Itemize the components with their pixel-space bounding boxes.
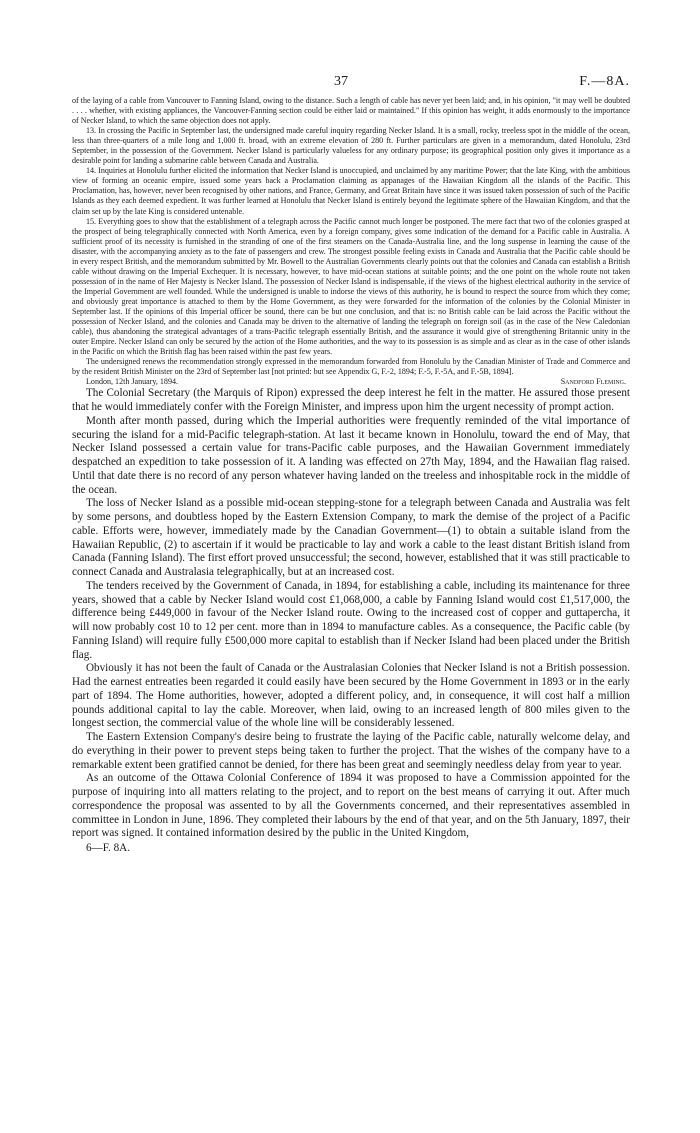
paragraph: The Colonial Secretary (the Marquis of Ripon) expressed the deep interest he felt in the matter. He assured those present that he would immediately confer with the Foreign Minister, and impress upon him the urgent necessity of prompt action. bbox=[72, 387, 630, 414]
paragraph: The tenders received by the Government of Canada, in 1894, for establishing a cable, including its maintenance for three years, showed that a cable by Necker Island would cost £1,068,000, a cable by Fanning Island would cost £1,517,000, the difference being £449,000 in favour of the Necker Island route. Owing to the increased cost of copper and guttapercha, it will now probably cost 10 to 12 per cent. more than in 1894 to manufacture cables. As a consequence, the Pacific cable (by Fanning Island) will require fully £500,000 more capital to establish than if Necker Island had been placed under the British flag. bbox=[72, 579, 630, 661]
paragraph: As an outcome of the Ottawa Colonial Conference of 1894 it was proposed to have a Commission appointed for the purpose of inquiring into all matters relating to the project, and to report on the best means of carrying it out. After much correspondence the proposal was assented to by all the Governments concerned, and their representatives assembled in committee in London in June, 1896. They completed their labours by the end of that year, and on the 5th January, 1897, their report was signed. It contained information desired by the public in the United Kingdom, bbox=[72, 772, 630, 840]
document-page bbox=[72, 74, 630, 855]
paragraph: The undersigned renews the recommendation strongly expressed in the memorandum forwarded from Honolulu by the Canadian Minister of Trade and Commerce and by the resident British Minister on the 23rd of September last [not printed: but see Appendix G, F.-2, 1894; F.-5, F.-5A, and F.-5B, 1894]. bbox=[72, 357, 630, 377]
paragraph: 14. Inquiries at Honolulu further elicited the information that Necker Island is unoccupied, and unclaimed by any maritime Power; that the late King, with the ambitious view of forming an oceanic empire, issued some years back a Proclamation claiming as appanages of the Hawaiian Kingdom all the islands of the Pacific. This Proclamation, has, however, never been recognised by other nations, and France, Germany, and Great Britain have since it was issued taken possession of such of the Pacific Islands as they each deemed expedient. It was further learned at Honolulu that Necker Island is entirely beyond the legitimate sphere of the Hawaiian Kingdom, and that the claim set up by the late King is considered untenable. bbox=[72, 166, 630, 216]
signature-line bbox=[72, 377, 630, 387]
body-text bbox=[72, 387, 630, 841]
page-number: 37 bbox=[334, 74, 348, 89]
signature-mark: 6—F. 8A. bbox=[86, 842, 130, 855]
paragraph: The loss of Necker Island as a possible mid-ocean stepping-stone for a telegraph between Canada and Australia was felt by some persons, and doubtless hoped by the Eastern Extension Company, to mark the demise of the project of a Pacific cable. Efforts were, however, immediately made by the Canadian Government—(1) to obtain a suitable island from the Hawaiian Republic, (2) to ascertain if it would be practicable to lay and work a cable to the least distant British island from Canada (Fanning Island). The first effort proved unsuccessful; the second, however, established that it was still practicable to connect Canada and Australasia telegraphically, but at an increased cost. bbox=[72, 497, 630, 579]
paragraph: of the laying of a cable from Vancouver to Fanning Island, owing to the distance. Such a length of cable has never yet been laid; and, in his opinion, "it may well be doubted . . . . whether, with existing appliances, the Vancouver-Fanning section could be either laid or maintained." If this opinion has weight, it adds enormously to the importance of Necker Island, to which the same objection does not apply. bbox=[72, 96, 630, 126]
paragraph: Obviously it has not been the fault of Canada or the Australasian Colonies that Necker Island is not a British possession. Had the earnest entreaties been regarded it could easily have been secured by the Home Government in 1893 or in the early part of 1894. The Home authorities, however, adopted a different policy, and, in consequence, it will cost half a million pounds additional capital to lay the cable. Moreover, when laid, owing to an increased length of 800 miles given to the longest section, the commercial value of the whole line will be considerably lessened. bbox=[72, 662, 630, 730]
paragraph: The Eastern Extension Company's desire being to frustrate the laying of the Pacific cable, naturally welcome delay, and do everything in their power to prevent steps being taken to further the project. That the wishes of the company have to a remarkable extent been gratified cannot be denied, for there has been great and seemingly needless delay from year to year. bbox=[72, 731, 630, 771]
memo-signatory: Sandford Fleming. bbox=[560, 377, 626, 387]
paragraph: 15. Everything goes to show that the establishment of a telegraph across the Pacific cannot much longer be postponed. The mere fact that two of the colonies grasped at the prospect of being telegraphically connected with North America, even by a foreign company, gives some indication of the demand for a Pacific cable in Australia. A sufficient proof of its necessity is furnished in the stranding of one of the first steamers on the Canada-Australia line, and the long suspense in learning the cause of the disaster, with the accompanying anxiety as to the fate of passengers and crew. The strongest possible feeling exists in Canada and Australia that the Pacific cable should be in every respect British, and the memorandum submitted by Mr. Bowell to the Australian Governments clearly points out that the colonies and Canada can establish a British cable without drawing on the Imperial Exchequer. It is necessary, however, to have mid-ocean stations at suitable points; and the one point on the whole route not taken possession of in the name of Her Majesty is Necker Island. The possession of Necker Island is indispensable, if the views of the highest electrical authority in the service of the Imperial Government are well founded. While the undersigned is unable to indorse the views of this authority, he is bound to respect the source from which they come; and obviously great importance is attached to them by the Home Government, as they were forwarded for the information of the colonies by the Colonial Minister in September last. If the opinions of this Imperial officer be sound, there can be but one conclusion, and that is: no British cable can be laid across the Pacific without the possession of Necker Island, and the colonies and Canada may be driven to the alternative of landing the telegraph on foreign soil (as in the case of the New Caledonian cable), thus abandoning the strategical advantages of a trans-Pacific telegraph essentially British, and the assurance it would give of strengthening Britannic unity in the outer Empire. Necker Island can only be secured by the action of the Home authorities, and the way to its possession is as simple and as clear as in the case of other islands in the Pacific on which the British flag has been raised within the past few years. bbox=[72, 216, 630, 357]
page-header bbox=[72, 74, 630, 96]
memo-date: London, 12th January, 1894. bbox=[86, 377, 179, 387]
memorandum-excerpt bbox=[72, 96, 630, 387]
paragraph: Month after month passed, during which the Imperial authorities were frequently reminded of the vital importance of securing the island for a mid-Pacific telegraph-station. At last it became known in Honolulu, toward the end of May, that Necker Island possessed a certain value for trans-Pacific cable purposes, and the Hawaiian Government immediately despatched an expedition to take possession of it. A landing was effected on 27th May, 1894, and the Hawaiian flag raised. Until that date there is no record of any person whatever having landed on the treeless and inhospitable rock in the middle of the ocean. bbox=[72, 414, 630, 496]
document-reference: F.—8A. bbox=[579, 74, 630, 89]
paragraph: 13. In crossing the Pacific in September last, the undersigned made careful inquiry regarding Necker Island. It is a small, rocky, treeless spot in the middle of the ocean, less than three-quarters of a mile long and 1,000 ft. broad, with an extreme elevation of 280 ft. Further particulars are given in a memorandum, dated Honolulu, 23rd September, in the possession of the Government. Necker Island is particularly valueless for any ordinary purpose; its geographical position only gives it importance as a desirable point for landing a submarine cable between Canada and Australia. bbox=[72, 126, 630, 166]
